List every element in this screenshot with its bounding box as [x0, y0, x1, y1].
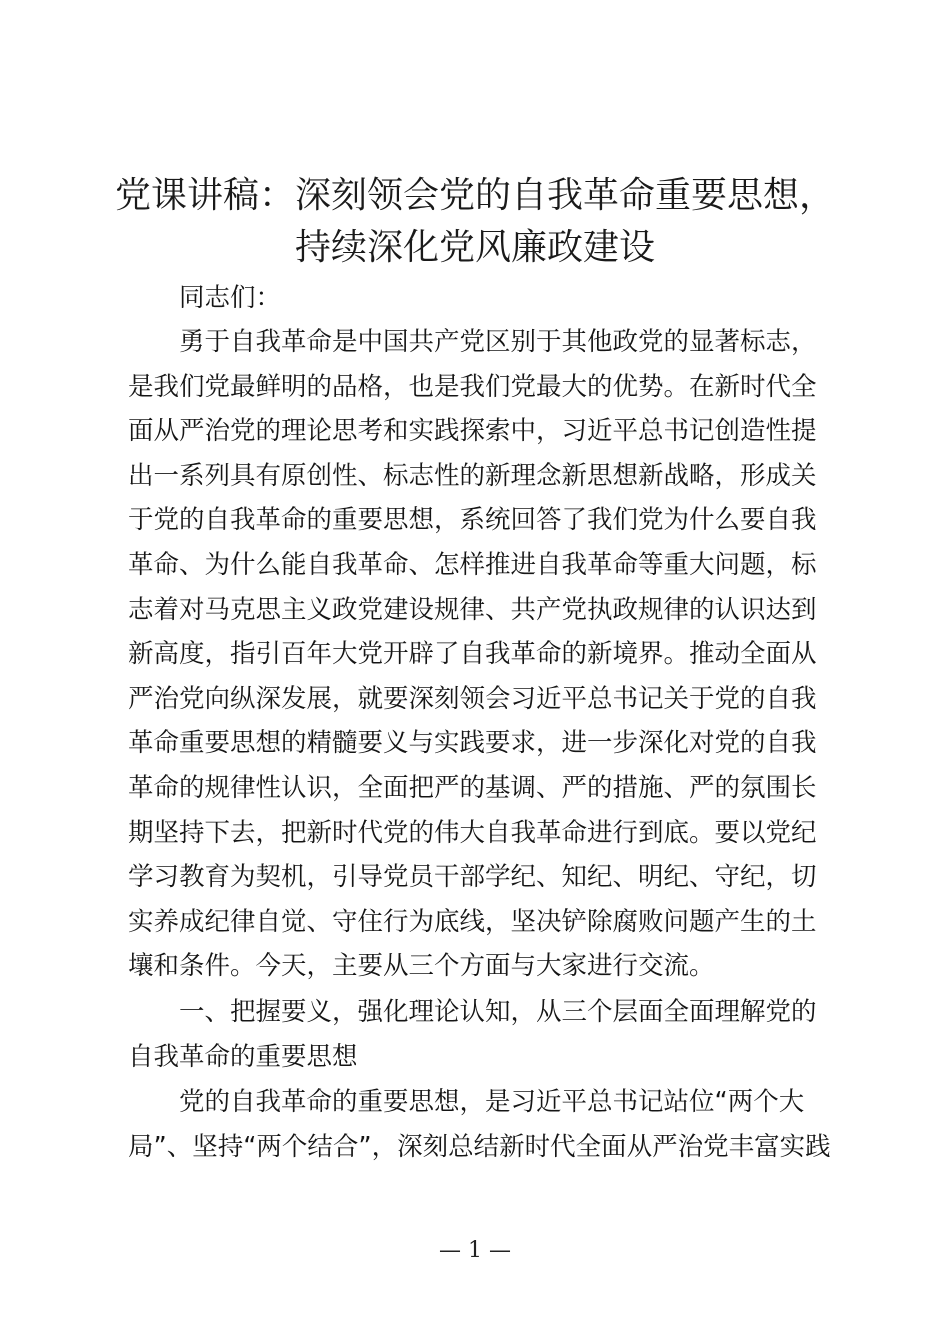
paragraph-intro	[128, 320, 832, 989]
heading-line: 自我革命的重要思想	[128, 1041, 358, 1072]
paragraph-line: 局”、坚持“两个结合”，深刻总结新时代全面从严治党丰富实践	[128, 1131, 831, 1162]
paragraph-line: 革命、为什么能自我革命、怎样推进自我革命等重大问题，标	[128, 549, 817, 580]
salutation-text: 同志们：	[179, 283, 282, 313]
paragraph-line: 党的自我革命的重要思想，是习近平总书记站位“两个大	[179, 1087, 805, 1117]
paragraph-line: 志着对马克思主义政党建设规律、共产党执政规律的认识达到	[128, 594, 817, 625]
paragraph-line: 革命重要思想的精髓要义与实践要求，进一步深化对党的自我	[128, 728, 817, 759]
paragraph-line: 期坚持下去，把新时代党的伟大自我革命进行到底。要以党纪	[128, 817, 817, 848]
paragraph-line: 出一系列具有原创性、标志性的新理念新思想新战略，形成关	[128, 460, 817, 491]
paragraph-line: 严治党向纵深发展，就要深刻领会习近平总书记关于党的自我	[128, 683, 817, 714]
paragraph-line: 面从严治党的理论思考和实践探索中，习近平总书记创造性提	[128, 416, 817, 447]
section-heading-1	[128, 990, 832, 1079]
document-title-line-1: 党课讲稿：深刻领会党的自我革命重要思想，	[114, 175, 835, 216]
paragraph-line: 实养成纪律自觉、守住行为底线，坚决铲除腐败问题产生的土	[128, 906, 817, 937]
paragraph-line: 壤和条件。今天，主要从三个方面与大家进行交流。	[128, 951, 715, 982]
paragraph-line: 于党的自我革命的重要思想，系统回答了我们党为什么要自我	[128, 505, 817, 536]
paragraph-line: 是我们党最鲜明的品格，也是我们党最大的优势。在新时代全	[128, 371, 817, 402]
page-number: — 1 —	[439, 1238, 511, 1263]
paragraph-line: 学习教育为契机，引导党员干部学纪、知纪、明纪、守纪，切	[128, 862, 817, 893]
paragraph-line: 新高度，指引百年大党开辟了自我革命的新境界。推动全面从	[128, 639, 817, 670]
salutation	[128, 276, 832, 321]
paragraph-line: 勇于自我革命是中国共产党区别于其他政党的显著标志，	[179, 327, 817, 357]
paragraph-section-1	[128, 1080, 832, 1169]
heading-line: 一、把握要义，强化理论认知，从三个层面全面理解党的	[179, 997, 817, 1027]
document-title-line-2: 持续深化党风廉政建设	[294, 227, 655, 268]
paragraph-line: 革命的规律性认识，全面把严的基调、严的措施、严的氛围长	[128, 772, 817, 803]
